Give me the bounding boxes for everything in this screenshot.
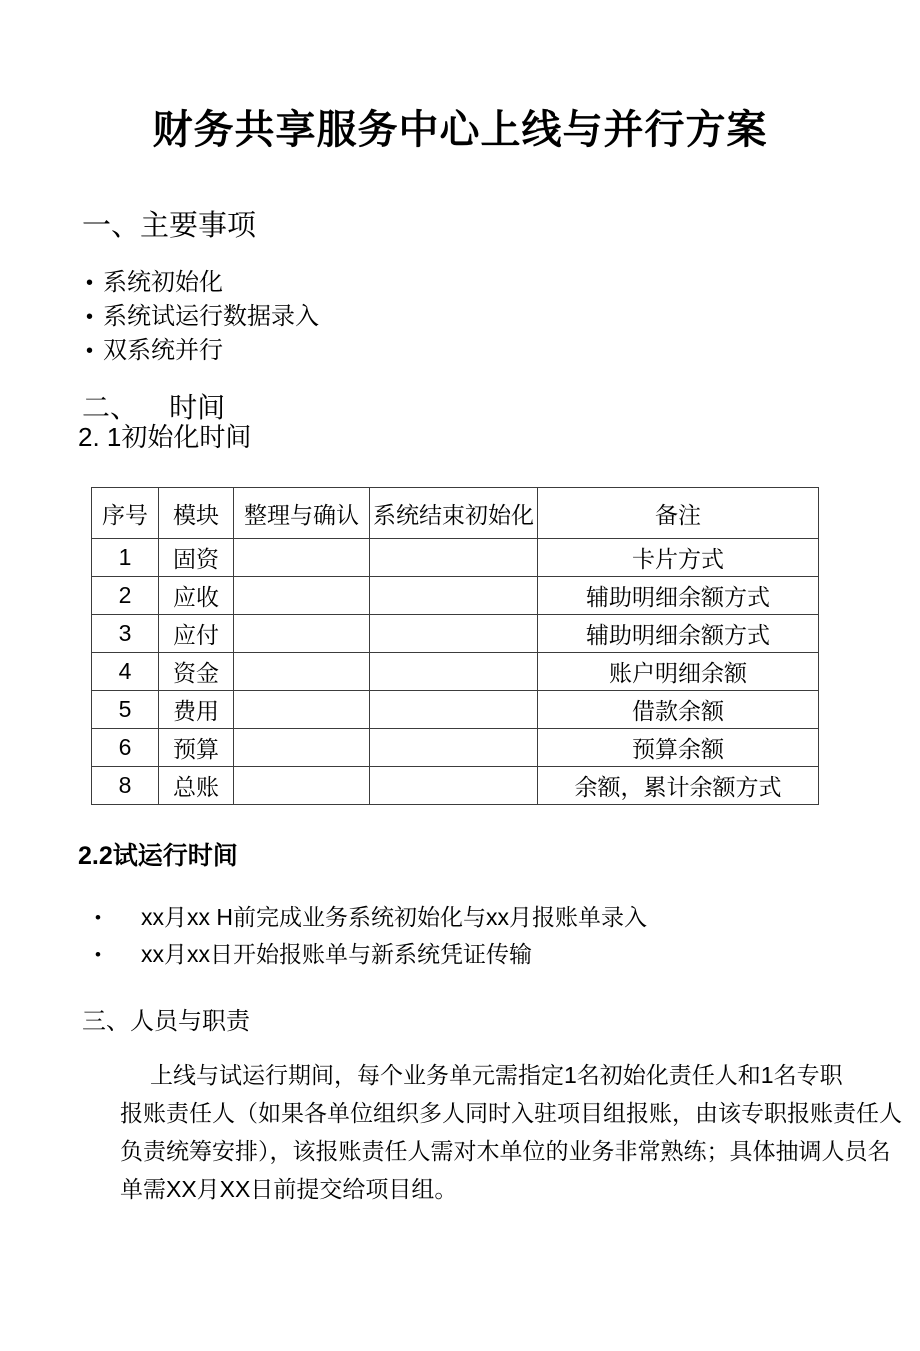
bullet-icon: • xyxy=(95,945,101,964)
trial-run-list xyxy=(95,899,647,973)
table-header-cell: 模块 xyxy=(159,488,234,539)
section-1-heading: 一、主要事项 xyxy=(82,210,257,242)
table-header-cell: 备注 xyxy=(538,488,819,539)
table-cell: 8 xyxy=(92,767,159,805)
table-cell xyxy=(234,577,370,615)
table-cell: 5 xyxy=(92,691,159,729)
list-item-label: 双系统并行 xyxy=(103,337,223,364)
table-cell: 3 xyxy=(92,615,159,653)
table-cell: 账户明细余额 xyxy=(538,653,819,691)
subsection-2-2-heading: 2.2试运行时间 xyxy=(78,842,238,870)
list-item-label: 系统初始化 xyxy=(103,269,223,296)
table-cell: 4 xyxy=(92,653,159,691)
paragraph-line: 报账责任人（如果各单位组织多人同时入驻项目组报账，由该专职报账责任人 xyxy=(120,1100,902,1126)
table-cell: 资金 xyxy=(159,653,234,691)
responsibility-paragraph xyxy=(120,1056,902,1208)
section-3-heading: 三、人员与职责 xyxy=(82,1008,250,1035)
bullet-icon: • xyxy=(86,306,94,328)
table-cell xyxy=(370,653,538,691)
table-cell xyxy=(234,615,370,653)
table-cell: 借款余额 xyxy=(538,691,819,729)
document-title: 财务共享服务中心上线与并行方案 xyxy=(152,108,768,152)
table-cell xyxy=(234,653,370,691)
table-cell: 2 xyxy=(92,577,159,615)
table-cell xyxy=(370,615,538,653)
list-item-label: 系统试运行数据录入 xyxy=(103,303,319,330)
table-row xyxy=(92,729,819,767)
list-item xyxy=(95,899,647,936)
table-cell xyxy=(234,539,370,577)
table-cell: 预算 xyxy=(159,729,234,767)
table-cell xyxy=(370,539,538,577)
table-cell xyxy=(234,691,370,729)
table-header-cell: 序号 xyxy=(92,488,159,539)
table-cell xyxy=(370,577,538,615)
main-items-list xyxy=(86,266,319,368)
table-cell: 费用 xyxy=(159,691,234,729)
list-item-label: xx月xx日开始报账单与新系统凭证传输 xyxy=(141,941,532,967)
table-header-row xyxy=(92,488,819,539)
table-row xyxy=(92,691,819,729)
table-cell xyxy=(234,729,370,767)
table-row xyxy=(92,653,819,691)
paragraph-line: 上线与试运行期间，每个业务单元需指定1名初始化责任人和1名专职 xyxy=(150,1062,843,1088)
table-cell: 应付 xyxy=(159,615,234,653)
list-item xyxy=(86,334,319,368)
list-item xyxy=(86,266,319,300)
table-cell: 卡片方式 xyxy=(538,539,819,577)
table-row xyxy=(92,767,819,805)
table-row xyxy=(92,539,819,577)
table-cell: 固资 xyxy=(159,539,234,577)
list-item xyxy=(86,300,319,334)
table-cell: 余额，累计余额方式 xyxy=(538,767,819,805)
table-cell: 1 xyxy=(92,539,159,577)
subsection-2-1-heading: 2. 1初始化时间 xyxy=(78,422,252,452)
table-row xyxy=(92,577,819,615)
section-2-heading: 二、 时间 xyxy=(82,392,226,423)
table-cell: 预算余额 xyxy=(538,729,819,767)
table-cell: 6 xyxy=(92,729,159,767)
table-cell: 辅助明细余额方式 xyxy=(538,577,819,615)
list-item-label: xx月xx H前完成业务系统初始化与xx月报账单录入 xyxy=(141,904,647,930)
table-header-cell: 系统结束初始化 xyxy=(370,488,538,539)
table-cell xyxy=(370,691,538,729)
table-cell xyxy=(370,767,538,805)
bullet-icon: • xyxy=(86,272,94,294)
table-header-cell: 整理与确认 xyxy=(234,488,370,539)
table-row xyxy=(92,615,819,653)
table-cell: 辅助明细余额方式 xyxy=(538,615,819,653)
paragraph-line: 单需XX月XX日前提交给项目组。 xyxy=(120,1176,458,1202)
bullet-icon: • xyxy=(95,908,101,927)
paragraph-line: 负责统筹安排），该报账责任人需对木单位的业务非常熟练；具体抽调人员名 xyxy=(120,1138,891,1164)
list-item xyxy=(95,936,647,973)
init-time-table xyxy=(91,487,819,805)
table-cell: 应收 xyxy=(159,577,234,615)
table-cell xyxy=(234,767,370,805)
bullet-icon: • xyxy=(86,340,94,362)
table-cell xyxy=(370,729,538,767)
table-cell: 总账 xyxy=(159,767,234,805)
